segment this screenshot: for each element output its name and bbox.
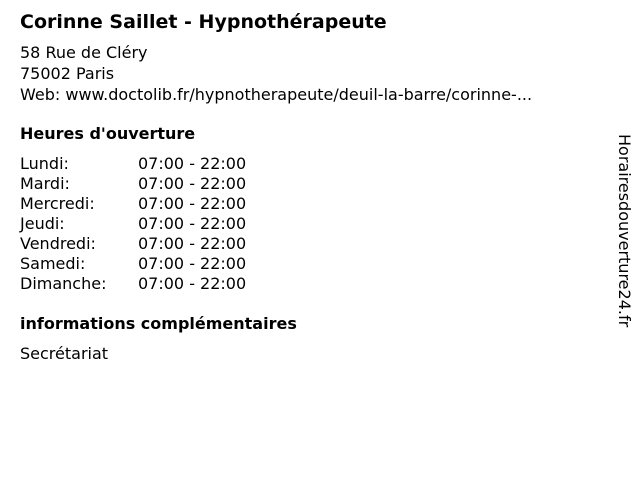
info-text: Secrétariat: [20, 344, 109, 363]
day-label: Lundi:: [20, 154, 69, 173]
day-label: Jeudi:: [20, 214, 65, 233]
address-city: 75002 Paris: [20, 64, 115, 83]
address-street: 58 Rue de Cléry: [20, 43, 148, 62]
time-range: 07:00 - 22:00: [138, 234, 247, 253]
time-range: 07:00 - 22:00: [138, 174, 247, 193]
day-label: Mardi:: [20, 174, 70, 193]
time-range: 07:00 - 22:00: [138, 254, 247, 273]
website-link[interactable]: Web: www.doctolib.fr/hypnotherapeute/deuil-la-barre/corinne-...: [20, 85, 533, 104]
day-label: Samedi:: [20, 254, 86, 273]
business-title: Corinne Saillet - Hypnothérapeute: [20, 11, 387, 33]
day-label: Mercredi:: [20, 194, 95, 213]
day-label: Dimanche:: [20, 274, 107, 293]
time-range: 07:00 - 22:00: [138, 194, 247, 213]
time-range: 07:00 - 22:00: [138, 214, 247, 233]
hours-heading: Heures d'ouverture: [20, 124, 196, 143]
brand-watermark-text: Horairesdouverture24.fr: [615, 134, 634, 328]
time-range: 07:00 - 22:00: [138, 274, 247, 293]
day-label: Vendredi:: [20, 234, 96, 253]
time-range: 07:00 - 22:00: [138, 154, 247, 173]
info-heading: informations complémentaires: [20, 314, 297, 333]
brand-watermark: [612, 134, 634, 344]
